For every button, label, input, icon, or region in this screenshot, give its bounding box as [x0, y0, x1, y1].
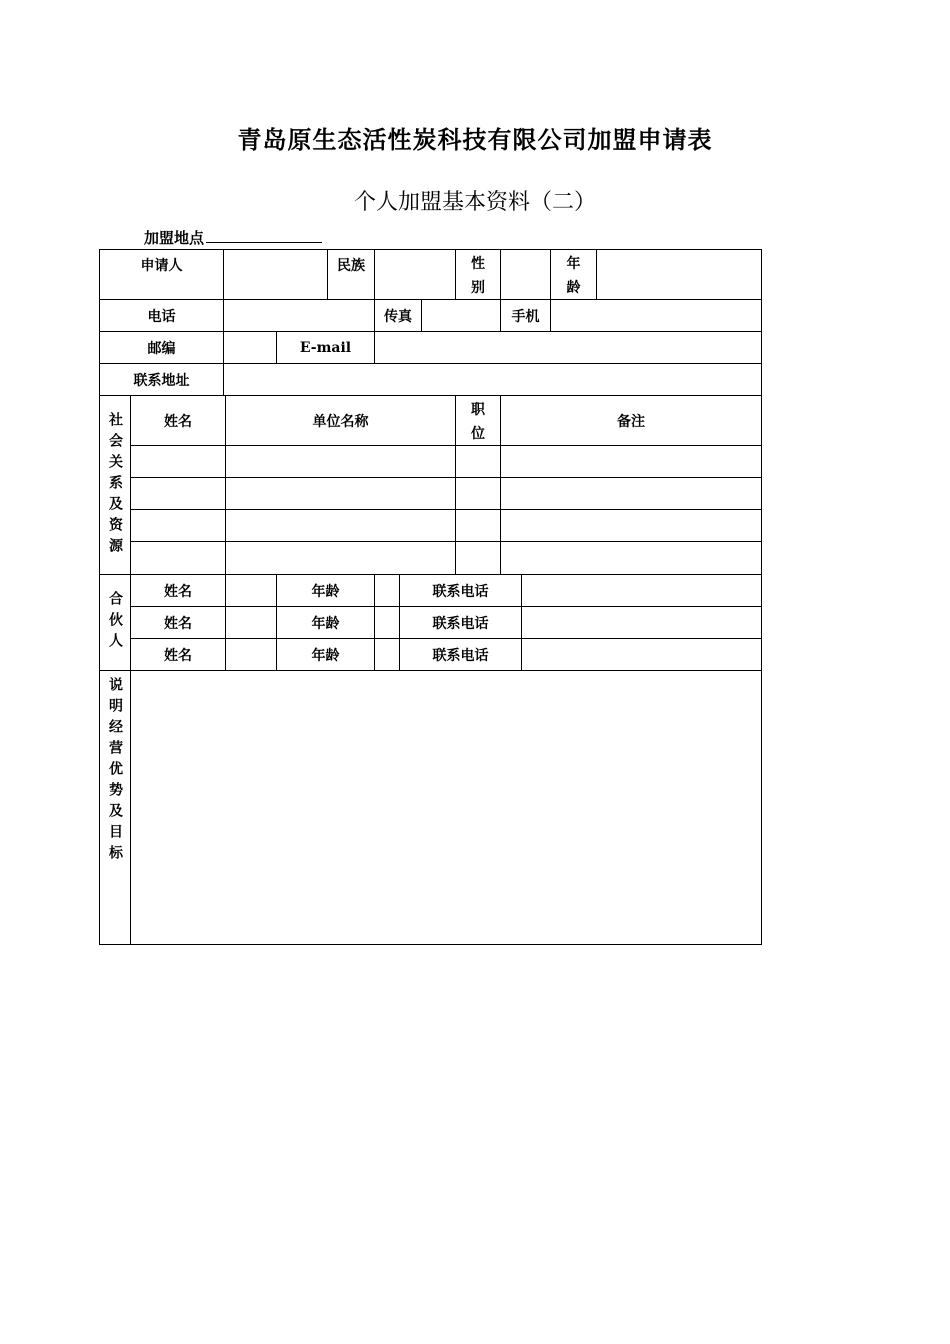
address-label: 联系地址 — [99, 363, 224, 396]
social-position-header: 职位 — [455, 395, 501, 446]
social-position-input[interactable] — [455, 445, 501, 478]
partner-phone-input[interactable] — [521, 606, 762, 639]
fax-input[interactable] — [421, 299, 501, 332]
partner-phone-input[interactable] — [521, 638, 762, 671]
social-company-input[interactable] — [225, 445, 456, 478]
phone-input[interactable] — [223, 299, 375, 332]
mobile-label: 手机 — [500, 299, 551, 332]
age-input[interactable] — [596, 249, 762, 300]
business-goals-input[interactable] — [130, 670, 762, 945]
age-label: 年龄 — [550, 249, 597, 300]
partner-name-input[interactable] — [225, 606, 277, 639]
location-label: 加盟地点 — [144, 229, 205, 247]
mobile-input[interactable] — [550, 299, 762, 332]
location-field — [144, 227, 322, 248]
social-company-input[interactable] — [225, 477, 456, 510]
social-position-input[interactable] — [455, 509, 501, 542]
partner-name-label: 姓名 — [130, 574, 226, 607]
partner-age-input[interactable] — [374, 638, 400, 671]
postcode-label: 邮编 — [99, 331, 224, 364]
social-remarks-input[interactable] — [500, 477, 762, 510]
partner-name-input[interactable] — [225, 574, 277, 607]
email-label: E-mail — [276, 331, 375, 364]
social-name-input[interactable] — [130, 477, 226, 510]
postcode-input[interactable] — [223, 331, 277, 364]
partner-phone-label: 联系电话 — [399, 638, 522, 671]
partner-label: 合伙人 — [99, 574, 131, 671]
partner-phone-label: 联系电话 — [399, 606, 522, 639]
partner-age-label: 年龄 — [276, 574, 375, 607]
social-position-input[interactable] — [455, 477, 501, 510]
social-position-input[interactable] — [455, 541, 501, 575]
social-company-header: 单位名称 — [225, 395, 456, 446]
partner-age-label: 年龄 — [276, 638, 375, 671]
email-input[interactable] — [374, 331, 762, 364]
partner-name-label: 姓名 — [130, 606, 226, 639]
fax-label: 传真 — [374, 299, 422, 332]
social-remarks-input[interactable] — [500, 445, 762, 478]
applicant-label: 申请人 — [99, 249, 224, 300]
partner-phone-label: 联系电话 — [399, 574, 522, 607]
partner-phone-input[interactable] — [521, 574, 762, 607]
social-company-input[interactable] — [225, 509, 456, 542]
applicant-input[interactable] — [223, 249, 328, 300]
partner-name-label: 姓名 — [130, 638, 226, 671]
partner-age-label: 年龄 — [276, 606, 375, 639]
social-name-input[interactable] — [130, 541, 226, 575]
form-subtitle: 个人加盟基本资料（二） — [353, 190, 596, 215]
ethnicity-label: 民族 — [327, 249, 375, 300]
ethnicity-input[interactable] — [374, 249, 456, 300]
social-company-input[interactable] — [225, 541, 456, 575]
phone-label: 电话 — [99, 299, 224, 332]
partner-name-input[interactable] — [225, 638, 277, 671]
form-title: 青岛原生态活性炭科技有限公司加盟申请表 — [237, 125, 713, 154]
social-name-header: 姓名 — [130, 395, 226, 446]
social-remarks-input[interactable] — [500, 509, 762, 542]
partner-age-input[interactable] — [374, 606, 400, 639]
location-input-line[interactable] — [206, 228, 322, 243]
social-resources-label: 社会关系及资源 — [99, 395, 131, 575]
gender-label: 性别 — [455, 249, 501, 300]
social-remarks-input[interactable] — [500, 541, 762, 575]
social-remarks-header: 备注 — [500, 395, 762, 446]
partner-age-input[interactable] — [374, 574, 400, 607]
social-name-input[interactable] — [130, 445, 226, 478]
address-input[interactable] — [223, 363, 762, 396]
gender-input[interactable] — [500, 249, 551, 300]
business-goals-label: 说明经营优势及目标 — [99, 670, 131, 945]
social-name-input[interactable] — [130, 509, 226, 542]
